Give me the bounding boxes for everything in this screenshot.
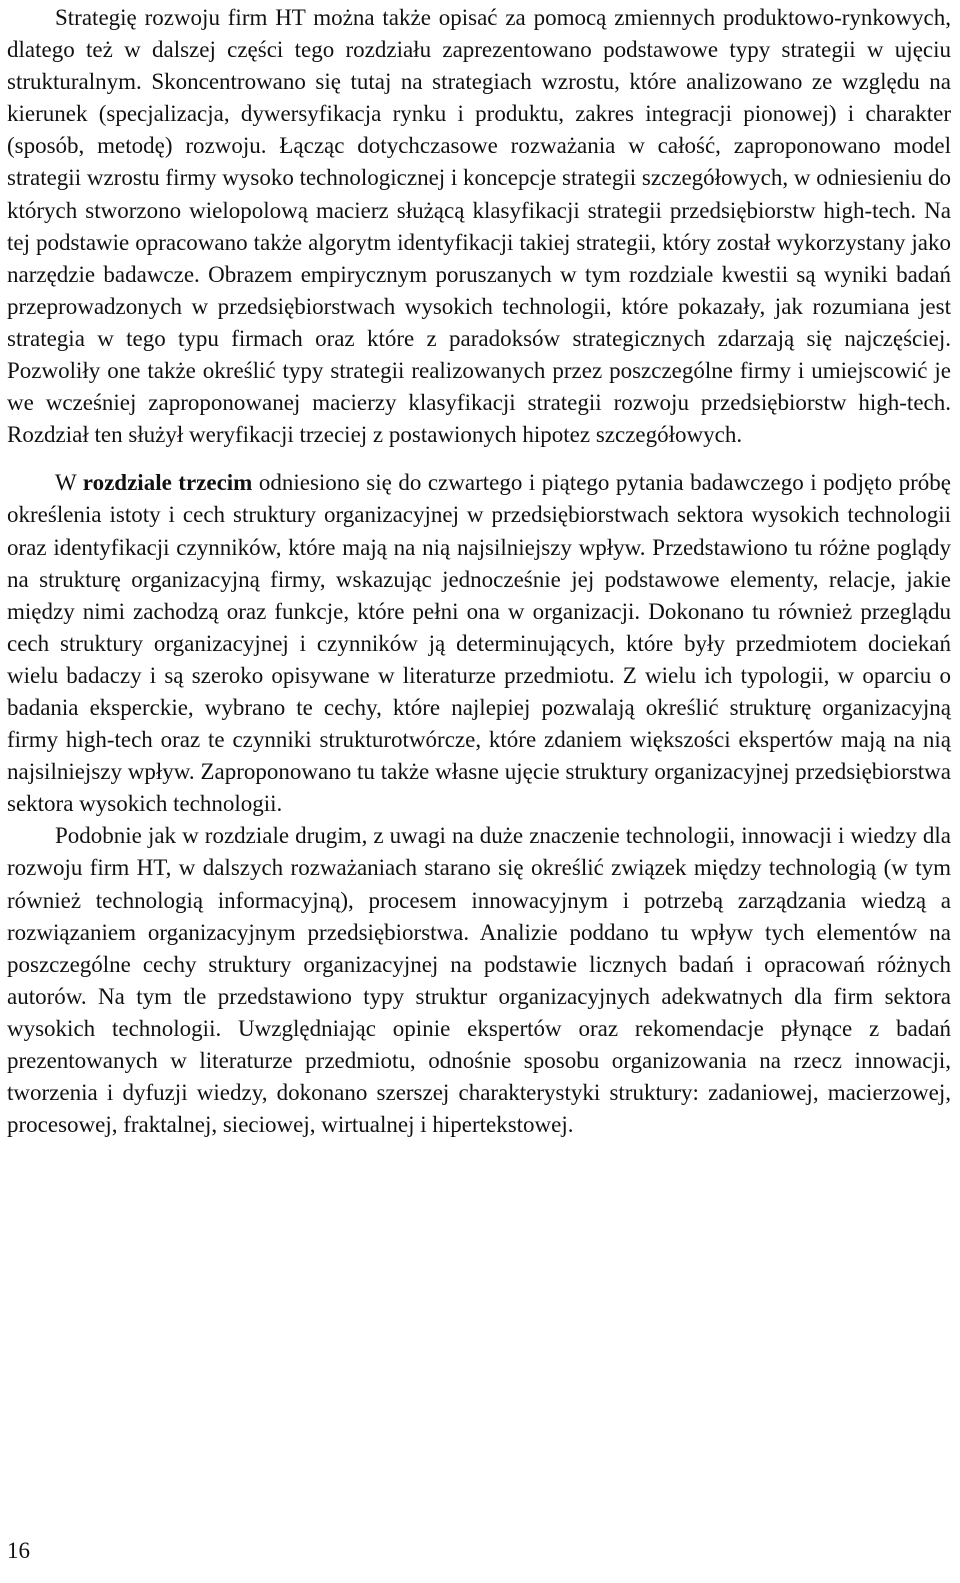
paragraph-body: odniesiono się do czwartego i piątego pytania badawczego i podjęto próbę określenia istoty i cech struktury organizacyjnej w przedsiębiorstwach sektora wysokich technologii oraz identyfikacji czynników, które mają na nią najsilniejszy wpływ. Przedstawiono tu różne poglądy na strukturę organizacyjną firmy, wskazując jednocześnie jej podstawowe elementy, relacje, jakie między nimi zachodzą oraz funkcje, które pełni ona w organizacji. Dokonano tu również przeglądu cech struktury organizacyjnej i czynników ją determinujących, które były przedmiotem dociekań wielu badaczy i są szeroko opisywane w literaturze przedmiotu. Z wielu ich typologii, w oparciu o badania eksperckie, wybrano te cechy, które najlepiej pozwalają określić strukturę organizacyjną firmy high-tech oraz te czynniki strukturotwórcze, które zdaniem większości ekspertów mają na nią najsilniejszy wpływ. Zaproponowano tu także własne ujęcie struktury organizacyjnej przedsiębiorstwa sektora wysokich technologii. — [7, 470, 951, 817]
paragraph-chapter-three — [7, 467, 951, 820]
document-page — [7, 0, 951, 1141]
paragraph-lead: W — [55, 470, 83, 496]
paragraph-strategy-summary: Strategię rozwoju firm HT można także opisać za pomocą zmiennych produktowo-rynkowych, dlatego też w dalszej części tego rozdziału zaprezentowano podstawowe typy strategii w ujęciu strukturalnym. Skoncentrowano się tutaj na strategiach wzrostu, które analizowano ze względu na kierunek (specjalizacja, dywersyfikacja rynku i produktu, zakres integracji pionowej) i charakter (sposób, metodę) rozwoju. Łącząc dotychczasowe rozważania w całość, zaproponowano model strategii wzrostu firmy wysoko technologicznej i koncepcje strategii szczegółowych, w odniesieniu do których stworzono wielopolową macierz służącą klasyfikacji strategii przedsiębiorstw high-tech. Na tej podstawie opracowano także algorytm identyfikacji takiej strategii, który został wykorzystany jako narzędzie badawcze. Obrazem empirycznym poruszanych w tym rozdziale kwestii są wyniki badań przeprowadzonych w przedsiębiorstwach wysokich technologii, które pokazały, jak rozumiana jest strategia w tego typu firmach oraz które z paradoksów strategicznych zdarzają się najczęściej. Pozwoliły one także określić typy strategii realizowanych przez poszczególne firmy i umiejscowić je we wcześniej zaproponowanej macierzy klasyfikacji strategii rozwoju przedsiębiorstw high-tech. Rozdział ten służył weryfikacji trzeciej z postawionych hipotez szczegółowych. — [7, 5, 952, 448]
paragraph-technology-innovation: Podobnie jak w rozdziale drugim, z uwagi na duże znaczenie technologii, innowacji i wiedzy dla rozwoju firm HT, w dalszych rozważaniach starano się określić związek między technologią (w tym również technologią informacyjną), procesem innowacyjnym i potrzebą zarządzania wiedzą a rozwiązaniem organizacyjnym przedsiębiorstwa. Analizie poddano tu wpływ tych elementów na poszczególne cechy struktury organizacyjnej na podstawie licznych badań i opracowań różnych autorów. Na tym tle przedstawiono typy struktur organizacyjnych adekwatnych dla firm sektora wysokich technologii. Uwzględniając opinie ekspertów oraz rekomendacje płynące z badań prezentowanych w literaturze przedmiotu, odnośnie sposobu organizowania na rzecz innowacji, tworzenia i dyfuzji wiedzy, dokonano szerszej charakterystyki struktury: zadaniowej, macierzowej, procesowej, fraktalnej, sieciowej, wirtualnej i hipertekstowej. — [7, 823, 951, 1138]
page-number: 16 — [7, 1538, 30, 1563]
chapter-three-emphasis: rozdziale trzecim — [82, 470, 253, 496]
